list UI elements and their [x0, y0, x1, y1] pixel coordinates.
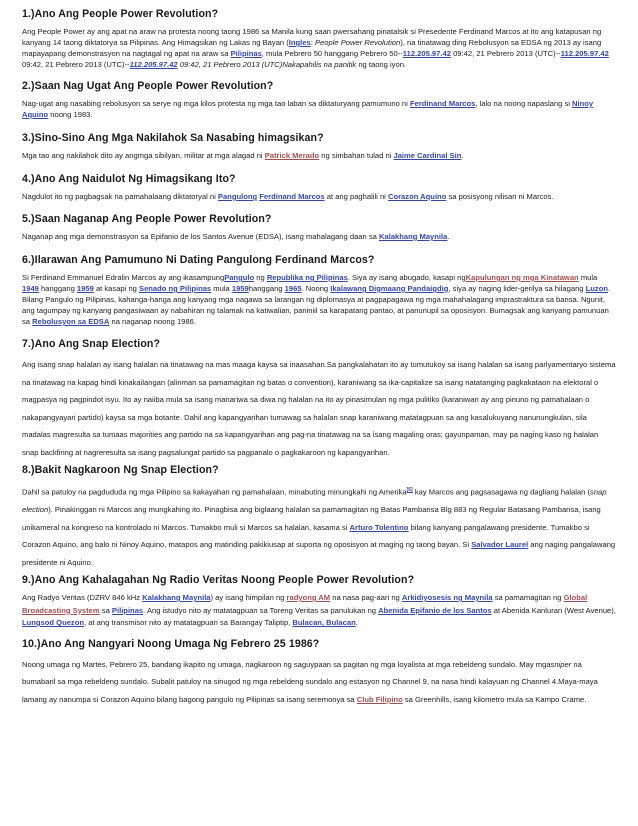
- section-heading: 10.)Ano Ang Nangyari Noong Umaga Ng Febrero 25 1986?: [22, 637, 320, 650]
- link-ip-address[interactable]: 112.205.97.42: [129, 60, 178, 69]
- link-ikalawang-digmaang[interactable]: Ikalawang Digmaang Pandaigdig: [330, 284, 449, 293]
- section-6: [22, 254, 616, 327]
- section-4: [22, 173, 616, 202]
- section-body: Si Ferdinand Emmanuel Edralin Marcos ay ang ikasampungPangulo ng Republika ng Pilipinas. Siya ay isang abugado, kasapi ngKapulungan ng mga Kinatawan mula 1949 hanggang 1959 at kasapi ng Senado ng Pilipinas mula 1959hanggang 1965. Noong Ikalawang Digmaang Pandaigdig, siya ay naging lider-gerilya sa hilagang Luzon. Bilang Pangulo ng Pilipinas, kahanga-hanga ang kanyang mga nagawa sa larangan ng diplomasya at pagpapagawa ng mga mahahalagang imprastraktura sa bansa. Ngunit, ang tagumpay ng kanyang pangasiwaan ay nabahiran ng talamak na katiwalian, paniniil sa karapatang pantao, at panunupil sa oposisyon. Bumagsak ang kanyang pamunuan sa Rebolusyon sa EDSA na naganap noong 1986.: [22, 273, 611, 326]
- link-jaime-cardinal-sin[interactable]: Jaime Cardinal Sin: [393, 151, 462, 160]
- footnote-link[interactable]: [6]: [406, 487, 413, 493]
- link-pangulo[interactable]: Pangulo: [224, 273, 255, 282]
- link-1965[interactable]: 1965: [284, 284, 302, 293]
- section-body: Naganap ang mga demonstrasyon sa Epifanio de los Santos Avenue (EDSA), isang mahalagang daan sa Kalakhang Maynila.: [22, 232, 450, 241]
- link-ip-address[interactable]: 112.205.97.42: [402, 49, 451, 58]
- section-body: Ang isang snap halalan ay isang halalan na tinatawag na mas maaga kaysa sa inaasahan.Sa pangkalahatan ito ay tumutukoy sa isang halalan sa isang parlyamentaryo sistema na tinatawag na kapag hindi kinakailangan (alinman sa pamamagitan ng batas o convention), karaniwang sa ika-capitalize sa isang natatanging pagkakataon na elektoral o magpasya ng pagpindot isyu. Ito ay naiiba mula sa isang manariwa sa diwa ng halalan na ito ay pinasimulan ng mga pulitiko (karaniwan ay ang pinuno ng pamahalaan o nakapangyayari partido) kaysa sa mga botante. Dahil ang kapangyarihan tumawag sa halalan snap karaniwang matatagpuan sa ang kasalukuyang nanunungkulan, sila madalas magresulta sa tumaas majorities ang partido na sa kapangyarihan ang pag-na tinatawag na sa isang magaling oras; gayunpaman, may pa naging kaso ng halalan snap backfiring at nagreresulta sa isang pagsalungat partido sa pagpanalo o pagkakaroon ng kapangyarihan.: [22, 360, 616, 457]
- link-1949[interactable]: 1949: [22, 284, 39, 293]
- link-1959[interactable]: 1959: [76, 284, 94, 293]
- link-pilipinas[interactable]: Pilipinas: [230, 49, 262, 58]
- link-senado[interactable]: Senado ng Pilipinas: [139, 284, 212, 293]
- section-heading: 1.)Ano Ang People Power Revolution?: [22, 8, 219, 20]
- link-salvador-laurel[interactable]: Salvador Laurel: [471, 540, 529, 550]
- section-heading: 5.)Saan Naganap Ang People Power Revolution?: [22, 213, 272, 225]
- section-body: Ang Radyo Veritas (DZRV 846 kHz Kalakhang Maynila) ay isang himpilan ng radyong AM na nasa pag-aari ng Arkidiyosesis ng Maynila sa pamamagitan ng Global Broadcasting System sa Pilipinas. Ang istudyo nito ay matatagpuan sa Toreng Veritas sa panulukan ng Abenida Epifanio de los Santos at Abenida Kanluran (West Avenue), Lungsod Quezon, at ang transmisor nito ay matatagpuan sa Barangay Taliptip, Bulacan, Bulacan.: [22, 593, 616, 628]
- link-ninoy-aquino[interactable]: Ninoy Aquino: [22, 99, 594, 119]
- section-5: [22, 213, 616, 242]
- link-ip-address[interactable]: 112.205.97.42: [560, 49, 609, 58]
- section-10: [22, 638, 616, 709]
- link-patrick-merado[interactable]: Patrick Merado: [264, 151, 320, 160]
- section-9: [22, 574, 616, 630]
- section-7: [22, 338, 616, 461]
- link-radyong-am[interactable]: radyong AM: [286, 593, 331, 603]
- section-3: [22, 132, 616, 161]
- section-2: [22, 80, 616, 120]
- link-luzon[interactable]: Luzon: [585, 284, 608, 293]
- section-heading: 9.)Ano Ang Kahalagahan Ng Radio Veritas Noong People Power Revolution?: [22, 574, 415, 587]
- link-lungsod-quezon[interactable]: Lungsod Quezon: [22, 618, 85, 628]
- section-8: [22, 464, 616, 571]
- link-republika-ng-pilipinas[interactable]: Republika ng Pilipinas: [266, 273, 348, 282]
- link-corazon-aquino[interactable]: Corazon Aquino: [387, 192, 447, 201]
- section-heading: 8.)Bakit Nagkaroon Ng Snap Election?: [22, 464, 219, 476]
- link-rebolusyon-sa-edsa[interactable]: Rebolusyon sa EDSA: [32, 317, 110, 326]
- section-body: Noong umaga ng Martes, Pebrero 25, bandang ikapito ng umaga, nagkaroon ng saguypaan sa pagitan ng mga loyalista at mga rebeldeng sundalo. May mgasniper na bumabaril sa mga rebeldeng sundalo. Subalit patuloy na sinugod ng mga rebeldeng sundalo ang estasyon ng Channel 9, na nasa hindi kalayuan ng Channel 4.Maya-maya lamang ay nanumpa si Corazon Aquino bilang bagong pangulo ng Pilipinas sa isang seremonya sa Club Filipino sa Greenhills, isang kilometro mula sa Kampo Crame.: [22, 659, 598, 704]
- link-club-filipino[interactable]: Club Filipino: [356, 694, 403, 704]
- link-pilipinas[interactable]: Pilipinas: [111, 605, 144, 615]
- section-heading: 2.)Saan Nag Ugat Ang People Power Revolution?: [22, 80, 274, 92]
- section-heading: 3.)Sino-Sino Ang Mga Nakilahok Sa Nasabing himagsikan?: [22, 132, 324, 144]
- link-ferdinand-marcos[interactable]: Ferdinand Marcos: [409, 99, 476, 108]
- section-heading: 6.)Ilarawan Ang Pamumuno Ni Dating Pangulong Ferdinand Marcos?: [22, 254, 375, 266]
- link-kalakhang-maynila[interactable]: Kalakhang Maynila: [379, 232, 448, 241]
- link-arturo-tolentino[interactable]: Arturo Tolentino: [349, 522, 409, 532]
- link-kalakhang-maynila[interactable]: Kalakhang Maynila: [142, 593, 211, 603]
- link-1959[interactable]: 1959: [231, 284, 249, 293]
- link-global-broadcasting[interactable]: Global Broadcasting System: [22, 593, 588, 615]
- section-heading: 4.)Ano Ang Naidulot Ng Himagsikang Ito?: [22, 173, 236, 185]
- link-bulacan[interactable]: Bulacan, Bulacan: [292, 618, 356, 628]
- section-1: [22, 8, 616, 70]
- section-body: Ang People Power ay ang apat na araw na protesta noong taong 1986 sa Manila kung saan pwersahang pinatalsik si Presedente Ferdinand Marcos at ito ang katapusan ng kanyang 14 taong diktatorya sa Pilipinas. Ang Himagsikan ng Lakas ng Bayan (Ingles: People Power Revolution), na tinatawag ding Rebolusyon sa EDSA ng 2013 ay isang mapayapang demonstrasyon na nagtagal ng apat na araw sa Pilipinas, mula Pebrero 50 hanggang Pebrero 50--112.205.97.42 09:42, 21 Pebrero 2013 (UTC)--112.205.97.42 09:42, 21 Pebrero 2013 (UTC)--112.205.97.42 09:42, 21 Pebrero 2013 (UTC)Nakapahilis na panitik ng taong iyon.: [22, 27, 609, 69]
- link-pangulong[interactable]: Pangulong: [217, 192, 258, 201]
- section-body: Dahil sa patuloy na pagdududa ng mga Pilipino sa kakayahan ng pamahalaan, minabuting minungkahi ng Amerika[6] kay Marcos ang pagsasagawa ng dagliang halalan (snap election). Pinakinggan ni Marcos ang mungkahing ito. Pinagbisa ang biglaang halalan sa pamamagitan ng Batas Pambansa Blg 883 ng Regular Batasang Pambansa, isang unikameral na kongreso na kontrolado ni Marcos. Tumakbo muli si Marcos sa halalan, kasama si Arturo Tolentino bilang kanyang pangalawang presidente. Tumakbo si Corazon Aquino, ang balo ni Ninoy Aquino, matapos ang matinding pakikiusap at suporta ng oposisyon at maging ng taong bayan. Si Salvador Laurel ang naging pangalawang presidente ni Aquino.: [22, 487, 616, 567]
- section-body: Nagdulot ito ng pagbagsak na pamahalaang diktatoryal ni Pangulong Ferdinand Marcos at ang paghalili ni Corazon Aquino sa posisyong nilisan ni Marcos.: [22, 192, 554, 201]
- link-kapulungan[interactable]: Kapulungan ng mga Kinatawan: [465, 273, 579, 282]
- section-heading: 7.)Ano Ang Snap Election?: [22, 338, 161, 350]
- link-ingles[interactable]: Ingles: [288, 38, 311, 47]
- section-body: Mga tao ang nakilahok dito ay angmga sibilyan, militar at mga alagad ni Patrick Merado ng simbahan tulad ni Jaime Cardinal Sin.: [22, 151, 464, 160]
- link-arkidiyosesis[interactable]: Arkidiyosesis ng Maynila: [401, 593, 493, 603]
- link-ferdinand-marcos[interactable]: Ferdinand Marcos: [259, 192, 325, 201]
- link-abenida-edsa[interactable]: Abenida Epifanio de los Santos: [378, 605, 492, 615]
- section-body: Nag-ugat ang nasabing rebolusyon sa serye ng mga kilos protesta ng mga tao laban sa diktaturyang pamumuno ni Ferdinand Marcos, lalo na noong napaslang si Ninoy Aquino noong 1983.: [22, 99, 594, 119]
